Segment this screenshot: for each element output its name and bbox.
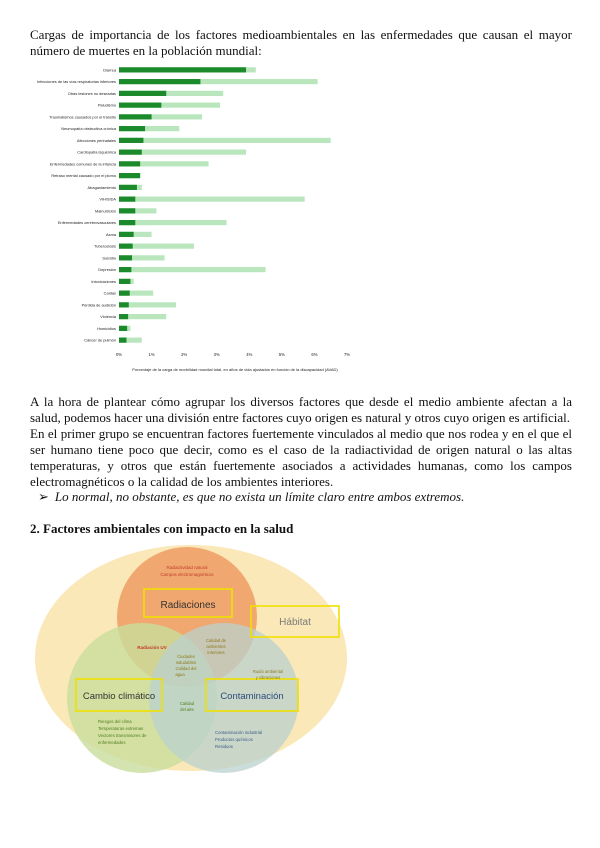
category-label-19: Caídas bbox=[103, 290, 116, 296]
bar-environmental-13 bbox=[119, 220, 135, 225]
category-label-9: Retraso mental causado por el plomo bbox=[51, 173, 116, 179]
label-residuos: Residuos bbox=[215, 744, 233, 749]
label-ciudades-saludables-2: saludables bbox=[175, 660, 197, 665]
category-label-11: VIH/SIDA bbox=[99, 196, 116, 202]
bar-environmental-11 bbox=[119, 197, 135, 202]
bar-environmental-17 bbox=[119, 267, 131, 272]
section-heading: 2. Factores ambientales con impacto en la salud bbox=[30, 521, 294, 536]
x-tick-label-2: 2% bbox=[181, 352, 188, 357]
category-label-5: Neumopatía obstructiva crónica bbox=[61, 126, 116, 132]
x-tick-label-7: 7% bbox=[343, 352, 351, 357]
label-riesgos-clima: Riesgos del clima bbox=[98, 719, 132, 724]
bar-environmental-8 bbox=[119, 161, 140, 166]
bar-environmental-2 bbox=[119, 91, 166, 96]
category-label-2: Otras lesiones no deseadas bbox=[67, 90, 116, 96]
category-label-23: Cáncer de pulmón bbox=[84, 337, 116, 343]
category-label-17: Depresión bbox=[98, 267, 116, 273]
category-label-15: Tuberculosis bbox=[94, 243, 116, 249]
category-label-12: Malnutrición bbox=[95, 208, 116, 214]
bar-environmental-12 bbox=[119, 208, 135, 213]
label-calidad-agua-2: agua bbox=[175, 672, 185, 677]
label-productos-quimicos: Productos químicos bbox=[215, 737, 253, 742]
category-label-0: Diarrea bbox=[103, 67, 116, 73]
label-temperaturas-extremas: Temperaturas extremas bbox=[98, 726, 144, 731]
bar-environmental-0 bbox=[119, 67, 246, 72]
x-tick-label-1: 1% bbox=[148, 352, 155, 357]
label-ruido-ambiental-1: Ruido ambiental bbox=[252, 669, 284, 674]
bar-total-11 bbox=[119, 197, 305, 202]
category-label-8: Enfermedades comunes de la infancia bbox=[49, 161, 116, 167]
x-tick-label-3: 3% bbox=[213, 352, 220, 357]
bar-environmental-18 bbox=[119, 279, 130, 284]
bar-environmental-22 bbox=[119, 326, 127, 331]
chart-x-axis-label: Porcentaje de la carga de morbilidad mundial total, en años de vida ajustados en función de la discapacidad (AVAD) bbox=[132, 367, 338, 372]
label-radiactividad-natural: Radiactividad natural bbox=[166, 565, 208, 570]
label-calidad-ambientes-3: interiores bbox=[207, 650, 225, 655]
label-enfermedades: enfermedades bbox=[98, 740, 126, 745]
bar-environmental-14 bbox=[119, 232, 134, 237]
category-label-10: Atragantamiento bbox=[87, 184, 116, 190]
environmental-burden-bar-chart bbox=[30, 57, 360, 377]
bar-environmental-21 bbox=[119, 314, 128, 319]
bar-total-17 bbox=[119, 267, 266, 272]
label-ciudades-saludables-1: Ciudades bbox=[177, 654, 195, 659]
category-label-18: Intoxicaciones bbox=[91, 278, 116, 284]
paragraph-natural-artificial: A la hora de plantear cómo agrupar los diversos factores que desde el medio ambiente afectan a la salud, podemos hacer una división entre factores cuyo origen es natural y otros cuyo origen es artificial. bbox=[30, 394, 572, 425]
bar-environmental-1 bbox=[119, 79, 200, 84]
category-label-6: Afecciones perinatales bbox=[76, 137, 116, 143]
x-tick-label-4: 4% bbox=[246, 352, 253, 357]
bar-environmental-7 bbox=[119, 150, 142, 155]
bullet-note bbox=[38, 489, 568, 505]
bar-environmental-20 bbox=[119, 302, 129, 307]
label-contaminacion-industrial: Contaminación industrial bbox=[215, 730, 263, 735]
intro-paragraph: Cargas de importancia de los factores medioambientales en las enfermedades que causan el mayor número de muertes en la población mundial: bbox=[30, 27, 572, 58]
bar-environmental-6 bbox=[119, 138, 143, 143]
bar-environmental-19 bbox=[119, 291, 130, 296]
label-calidad-ambientes-2: ambientes bbox=[206, 644, 226, 649]
category-label-1: Infecciones de las vías respiratorias inferiores bbox=[37, 79, 116, 85]
category-label-4: Traumatismos causados por el tránsito bbox=[49, 114, 116, 120]
category-label-21: Violencia bbox=[100, 314, 116, 320]
category-label-16: Suicidio bbox=[102, 255, 116, 261]
category-label-3: Paludismo bbox=[97, 102, 116, 108]
x-tick-label-0: 0% bbox=[115, 352, 123, 357]
cambio-climatico-title: Cambio climático bbox=[82, 691, 156, 702]
radiaciones-title: Radiaciones bbox=[160, 600, 216, 611]
label-calidad-aire-1: Calidad bbox=[179, 701, 195, 706]
category-label-20: Pérdida de audición bbox=[81, 302, 116, 308]
label-radiacion-uv: Radiación UV bbox=[137, 645, 167, 650]
bar-environmental-9 bbox=[119, 173, 140, 178]
bar-environmental-23 bbox=[119, 338, 126, 343]
category-label-14: Asma bbox=[106, 231, 116, 237]
bar-total-6 bbox=[119, 138, 331, 143]
body-text bbox=[30, 394, 572, 490]
chart-x-ticks bbox=[116, 352, 350, 357]
bar-environmental-4 bbox=[119, 114, 152, 119]
label-vectores-transmisores: Vectores transmisores de bbox=[98, 733, 147, 738]
bar-environmental-3 bbox=[119, 103, 161, 108]
habitat-title: Hábitat bbox=[279, 617, 311, 628]
environmental-factors-venn-diagram bbox=[34, 545, 354, 775]
label-calidad-ambientes-1: Calidad de bbox=[205, 638, 227, 643]
label-ruido-ambiental-2: y vibraciones bbox=[255, 675, 281, 680]
bar-environmental-10 bbox=[119, 185, 137, 190]
bar-environmental-16 bbox=[119, 255, 132, 260]
x-tick-label-5: 5% bbox=[278, 352, 285, 357]
paragraph-first-group: En el primer grupo se encuentran factores fuertemente vinculados al medio que nos rodea y en el que el ser humano tiene poco que decir, como es el caso de la radiactividad de origen natural o las altas temperaturas, y otros que están fuertemente asociados a actividades humanas, como los campos electromagnéticos o la calidad de los ambientes interiores. bbox=[30, 426, 572, 489]
bar-environmental-15 bbox=[119, 244, 133, 249]
arrow-bullet-icon: ➢ bbox=[38, 489, 49, 504]
label-calidad-aire-2: del aire bbox=[180, 707, 194, 712]
chart-category-labels bbox=[37, 67, 117, 342]
category-label-22: Homicidios bbox=[96, 325, 116, 331]
category-label-7: Cardiopatía isquémica bbox=[77, 149, 116, 155]
label-campos-electromagneticos: Campos electromagnéticos bbox=[160, 572, 214, 577]
bullet-text: Lo normal, no obstante, es que no exista un límite claro entre ambos extremos. bbox=[54, 489, 465, 504]
label-calidad-agua-1: Calidad del bbox=[175, 666, 197, 671]
x-tick-label-6: 6% bbox=[311, 352, 318, 357]
category-label-13: Enfermedades cerebrovasculares bbox=[57, 220, 116, 226]
chart-bars-group bbox=[119, 67, 331, 342]
bar-environmental-5 bbox=[119, 126, 145, 131]
contaminacion-title: Contaminación bbox=[220, 691, 284, 702]
